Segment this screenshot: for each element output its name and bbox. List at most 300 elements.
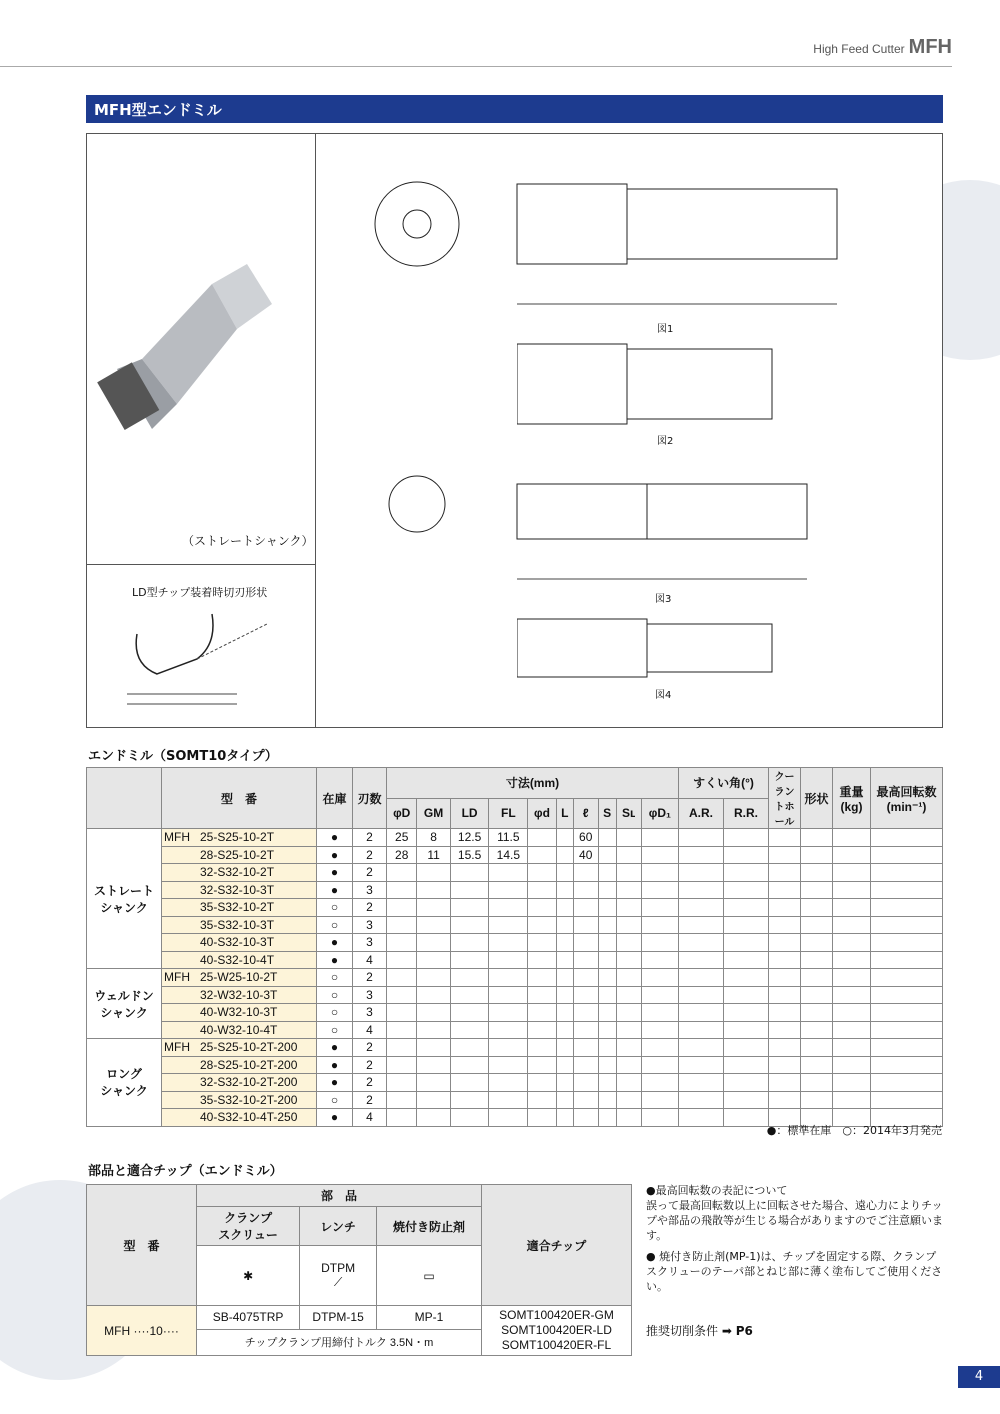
cell: [678, 1074, 723, 1092]
cell: [528, 881, 557, 899]
cell: [769, 1074, 801, 1092]
cell-z: 2: [353, 1039, 387, 1057]
cell-FL: 11.5: [489, 829, 528, 847]
table-row: [87, 1056, 943, 1074]
cell-z: 3: [353, 1004, 387, 1022]
cell: [833, 1039, 871, 1057]
cell-stock: ●: [317, 1039, 353, 1057]
cell: [678, 846, 723, 864]
cell: [528, 934, 557, 952]
cell: [556, 1021, 573, 1039]
col-rake: すくい角(°): [678, 768, 768, 799]
cell: [556, 1109, 573, 1127]
parts-model: MFH ····10····: [87, 1306, 197, 1356]
cell-z: 4: [353, 1109, 387, 1127]
col-RR: R.R.: [723, 798, 768, 828]
cell: [556, 1039, 573, 1057]
cell: [833, 864, 871, 882]
cell: [556, 986, 573, 1004]
model-number: 32-S32-10-3T: [200, 882, 275, 897]
cell: [723, 951, 768, 969]
cell-z: 2: [353, 1091, 387, 1109]
group-label: ウェルドン シャンク: [87, 969, 162, 1039]
table-row: [87, 1004, 943, 1022]
cell-LD: [450, 864, 489, 882]
cell-stock: ●: [317, 846, 353, 864]
model-cell: [162, 829, 317, 847]
screw-icon: ✱: [197, 1246, 300, 1306]
note-antiseize: 焼付き防止剤(MP-1)は、チップを固定する際、クランプスクリューのテーパ部とねじ部に薄く塗布してご使用ください。: [646, 1250, 943, 1293]
col-l: ℓ: [573, 798, 598, 828]
cell-GM: [417, 864, 450, 882]
model-number: 25-S25-10-2T-200: [200, 1040, 298, 1055]
cell-stock: ○: [317, 916, 353, 934]
model-cell: [162, 1109, 317, 1127]
cell-FL: [489, 1039, 528, 1057]
cell: [723, 829, 768, 847]
cell: [769, 829, 801, 847]
model-cell: [162, 1091, 317, 1109]
cell: [528, 829, 557, 847]
model-cell: [162, 1039, 317, 1057]
model-number: 40-S32-10-3T: [200, 935, 275, 950]
cell: [833, 881, 871, 899]
parts-col-parts: 部 品: [197, 1185, 482, 1207]
cell: [556, 1004, 573, 1022]
cell: [616, 1091, 641, 1109]
section-title: MFH型エンドミル: [86, 95, 943, 123]
model-number: 40-W32-10-4T: [200, 1022, 278, 1037]
col-coolant: クーラントホール: [769, 768, 801, 829]
table-row: [87, 846, 943, 864]
cell: [769, 899, 801, 917]
cell-z: 2: [353, 1056, 387, 1074]
cell-FL: [489, 969, 528, 987]
cell: [871, 951, 943, 969]
cell: [801, 934, 833, 952]
cell: [616, 899, 641, 917]
parts-col-insert: 適合チップ: [482, 1185, 632, 1306]
cell: [528, 864, 557, 882]
cell: [573, 986, 598, 1004]
cell: [769, 1091, 801, 1109]
col-rpm: 最高回転数 (min⁻¹): [871, 768, 943, 829]
cell: [678, 1039, 723, 1057]
model-prefix: MFH: [164, 830, 190, 845]
cutting-page-ref: P6: [735, 1324, 753, 1338]
cell: [641, 1074, 678, 1092]
header-subtitle: High Feed Cutter: [813, 42, 905, 56]
cell: [641, 846, 678, 864]
cell: [573, 1091, 598, 1109]
model-cell: [162, 934, 317, 952]
cell: [616, 1004, 641, 1022]
cell: [678, 881, 723, 899]
cell: [616, 864, 641, 882]
model-number: 35-S32-10-3T: [200, 917, 275, 932]
col-L: L: [556, 798, 573, 828]
cell: [723, 1004, 768, 1022]
col-SL: Sʟ: [616, 798, 641, 828]
parts-col-model: 型 番: [87, 1185, 197, 1306]
cell: [556, 829, 573, 847]
model-cell: [162, 969, 317, 987]
cell-LD: [450, 934, 489, 952]
cell: [801, 899, 833, 917]
table-row: [87, 864, 943, 882]
group-label: ストレート シャンク: [87, 829, 162, 969]
cell: [573, 881, 598, 899]
cell-GM: [417, 934, 450, 952]
cell: [871, 829, 943, 847]
model-number: 32-W32-10-3T: [200, 987, 278, 1002]
cell: [871, 916, 943, 934]
cell: [871, 1074, 943, 1092]
cell-z: 2: [353, 899, 387, 917]
cell: [871, 1004, 943, 1022]
cell-stock: ●: [317, 1109, 353, 1127]
cell-FL: [489, 864, 528, 882]
cell: [833, 899, 871, 917]
cell: [598, 846, 616, 864]
model-number: 28-S25-10-2T: [200, 847, 275, 862]
cell-z: 3: [353, 986, 387, 1004]
cell: [641, 1021, 678, 1039]
shank-caption: （ストレートシャンク）: [182, 534, 314, 548]
cell: [833, 1091, 871, 1109]
torque-note: チップクランプ用締付トルク 3.5N・m: [197, 1329, 482, 1355]
cell-GM: 11: [417, 846, 450, 864]
cell: [616, 1109, 641, 1127]
cell: [598, 1021, 616, 1039]
cell: [833, 1021, 871, 1039]
cell: [556, 881, 573, 899]
cell-stock: ○: [317, 1004, 353, 1022]
col-weight: 重量 (kg): [833, 768, 871, 829]
cell-GM: [417, 881, 450, 899]
cutting-conditions: 推奨切削条件: [646, 1324, 719, 1338]
cell-FL: [489, 881, 528, 899]
cell: [556, 1091, 573, 1109]
cell: [678, 934, 723, 952]
cell-FL: [489, 1091, 528, 1109]
cell: [641, 899, 678, 917]
cell-D: [387, 986, 417, 1004]
cell: [616, 1074, 641, 1092]
cell-GM: [417, 1021, 450, 1039]
cell-stock: ○: [317, 969, 353, 987]
cell-FL: [489, 1004, 528, 1022]
cell: [598, 969, 616, 987]
cell: [871, 1056, 943, 1074]
cell: [801, 1091, 833, 1109]
cell: [769, 916, 801, 934]
model-cell: [162, 899, 317, 917]
cell: [616, 1039, 641, 1057]
cell: [616, 951, 641, 969]
group-label: ロング シャンク: [87, 1039, 162, 1127]
cell: [556, 951, 573, 969]
cell: [801, 1056, 833, 1074]
parts-col-wrench: レンチ: [300, 1207, 377, 1246]
cell: [598, 986, 616, 1004]
cell-LD: [450, 1021, 489, 1039]
cell-LD: [450, 1056, 489, 1074]
cell-D: [387, 934, 417, 952]
cell-z: 2: [353, 846, 387, 864]
cell-stock: ○: [317, 1091, 353, 1109]
wrench-image-label: DTPM: [321, 1261, 356, 1275]
cell: [769, 1056, 801, 1074]
cell: [641, 969, 678, 987]
cell: [833, 846, 871, 864]
cell: [801, 881, 833, 899]
cell: [641, 881, 678, 899]
model-cell: [162, 986, 317, 1004]
table-row: [87, 899, 943, 917]
cell: [641, 1091, 678, 1109]
parts-inserts: [482, 1306, 632, 1356]
header-title: MFH: [908, 36, 952, 58]
cell: [678, 916, 723, 934]
cell: [598, 1056, 616, 1074]
cell: [678, 1004, 723, 1022]
fig-label-4: 図4: [655, 690, 672, 701]
cell: [641, 864, 678, 882]
cell: [528, 1074, 557, 1092]
cell-GM: [417, 1074, 450, 1092]
cell: [641, 916, 678, 934]
divider: [87, 564, 315, 565]
cell: [528, 1039, 557, 1057]
cell-FL: [489, 951, 528, 969]
cell-D: [387, 864, 417, 882]
cell-LD: [450, 1004, 489, 1022]
stock-legend: ●：標準在庫 ○：2014年3月発売: [766, 1124, 942, 1137]
cell-D: [387, 899, 417, 917]
cell-GM: [417, 1056, 450, 1074]
cell: [678, 864, 723, 882]
model-prefix: MFH: [164, 1040, 190, 1055]
cell: [528, 846, 557, 864]
cell-GM: 8: [417, 829, 450, 847]
cell: [769, 986, 801, 1004]
cell: [871, 1039, 943, 1057]
cell: [678, 829, 723, 847]
cell: [598, 951, 616, 969]
cell: [573, 864, 598, 882]
cell: [769, 846, 801, 864]
cell: [833, 969, 871, 987]
table-row: [87, 1091, 943, 1109]
cell-stock: ○: [317, 986, 353, 1004]
cell: [641, 829, 678, 847]
insert-fl: SOMT100420ER-FL: [501, 1338, 612, 1352]
cell: [801, 829, 833, 847]
cell-GM: [417, 899, 450, 917]
cell: [801, 864, 833, 882]
model-number: 25-W25-10-2T: [200, 970, 278, 985]
cell: 40: [573, 846, 598, 864]
fig-label-1: 図1: [657, 324, 674, 335]
table-row: [87, 1021, 943, 1039]
cell-D: 25: [387, 829, 417, 847]
wrench-cell: [300, 1246, 377, 1306]
cell-D: [387, 1056, 417, 1074]
model-cell: [162, 846, 317, 864]
drawing-fig4: [517, 614, 777, 684]
model-cell: [162, 881, 317, 899]
cell: [678, 1109, 723, 1127]
cell: [723, 1074, 768, 1092]
cell-D: [387, 1039, 417, 1057]
fig-label-3: 図3: [655, 594, 672, 605]
endmill-photo: [97, 264, 307, 564]
cell-FL: [489, 934, 528, 952]
cell: [678, 951, 723, 969]
fig-label-2: 図2: [657, 436, 674, 447]
cell-z: 3: [353, 934, 387, 952]
cell: [769, 1039, 801, 1057]
page-header: [813, 36, 952, 59]
cell: [528, 951, 557, 969]
cell-D: [387, 1109, 417, 1127]
cell: [769, 934, 801, 952]
cell: [871, 846, 943, 864]
cell: [641, 1056, 678, 1074]
cell: [641, 934, 678, 952]
cell: [573, 934, 598, 952]
cell: [616, 986, 641, 1004]
cell: [598, 1074, 616, 1092]
cell-LD: [450, 969, 489, 987]
col-model: 型 番: [162, 768, 317, 829]
cell: [871, 934, 943, 952]
cell-stock: ●: [317, 881, 353, 899]
model-number: 25-S25-10-2T: [200, 830, 275, 845]
cell: [616, 934, 641, 952]
cell: [801, 969, 833, 987]
cell: [833, 1004, 871, 1022]
table-row: [87, 934, 943, 952]
model-prefix: MFH: [164, 970, 190, 985]
cell: [801, 846, 833, 864]
model-number: 32-S32-10-2T-200: [200, 1075, 298, 1090]
cell: [573, 1039, 598, 1057]
col-GM: GM: [417, 798, 450, 828]
cell: [556, 934, 573, 952]
cell: [769, 881, 801, 899]
cell-z: 3: [353, 881, 387, 899]
cell-stock: ●: [317, 934, 353, 952]
table-row: [87, 881, 943, 899]
model-cell: [162, 916, 317, 934]
cell-z: 3: [353, 916, 387, 934]
drawing-fig2: [517, 339, 797, 429]
cell: [833, 986, 871, 1004]
cell: [598, 1039, 616, 1057]
divider: [315, 134, 316, 727]
cell-z: 2: [353, 864, 387, 882]
cell: [556, 899, 573, 917]
cell: [573, 1021, 598, 1039]
arrow-icon: ➡: [721, 1324, 732, 1338]
cell: [871, 1021, 943, 1039]
cell-D: [387, 969, 417, 987]
notes: ●最高回転数の表記について 誤って最高回転数以上に回転させた場合、遠心力によりチップや部品の飛散等が生じる場合がありますのでご注意願います。 ● 焼付き防止剤(MP-1)は、チップを固定する際、クランプスクリューのテーパ部とねじ部に薄く塗布してご使用ください。 推奨切削条件 ➡ P6: [646, 1184, 943, 1338]
parts-title: 部品と適合チップ（エンドミル）: [88, 1164, 283, 1179]
cell-FL: [489, 1056, 528, 1074]
cell: [769, 1004, 801, 1022]
cell: [556, 969, 573, 987]
col-AR: A.R.: [678, 798, 723, 828]
cell: [598, 829, 616, 847]
drawing-fig1: [367, 154, 887, 334]
cell-LD: [450, 916, 489, 934]
cell: [573, 1074, 598, 1092]
ld-title: LD型チップ装着時切刃形状: [132, 586, 268, 599]
col-shape: 形状: [801, 768, 833, 829]
cell-GM: [417, 1091, 450, 1109]
cell: [616, 1021, 641, 1039]
col-FL: FL: [489, 798, 528, 828]
cell-LD: [450, 1109, 489, 1127]
cell: [573, 1056, 598, 1074]
cell: [871, 1091, 943, 1109]
cell-D: [387, 1091, 417, 1109]
table-row: [87, 916, 943, 934]
cell: [528, 1091, 557, 1109]
cell: [801, 1021, 833, 1039]
cell: [678, 899, 723, 917]
cell: [723, 969, 768, 987]
cell: [573, 951, 598, 969]
cell: [723, 846, 768, 864]
cell: [616, 846, 641, 864]
cell: [616, 829, 641, 847]
cell-z: 4: [353, 951, 387, 969]
cell: [678, 1021, 723, 1039]
cell: [801, 1004, 833, 1022]
cell-FL: [489, 1074, 528, 1092]
table-row: [87, 969, 943, 987]
cell-D: [387, 881, 417, 899]
cell: [801, 1074, 833, 1092]
cell-z: 4: [353, 1021, 387, 1039]
cell: [573, 1109, 598, 1127]
cell: [598, 934, 616, 952]
parts-anti: MP-1: [376, 1306, 481, 1330]
cell-stock: ●: [317, 1074, 353, 1092]
cell: [871, 986, 943, 1004]
cell: [616, 969, 641, 987]
cell-stock: ○: [317, 899, 353, 917]
cell-LD: [450, 881, 489, 899]
cell-GM: [417, 1004, 450, 1022]
cell: [723, 1039, 768, 1057]
cell: [641, 1039, 678, 1057]
col-d: φd: [528, 798, 557, 828]
cell: [723, 899, 768, 917]
cell-LD: [450, 951, 489, 969]
cell: [641, 1004, 678, 1022]
parts-table: [86, 1184, 632, 1356]
cell: [616, 916, 641, 934]
cell-GM: [417, 1109, 450, 1127]
note-rpm-body: 誤って最高回転数以上に回転させた場合、遠心力によりチップや部品の飛散等が生じる場合がありますのでご注意願います。: [646, 1199, 943, 1242]
table-row: [87, 1074, 943, 1092]
model-number: 28-S25-10-2T-200: [200, 1057, 298, 1072]
